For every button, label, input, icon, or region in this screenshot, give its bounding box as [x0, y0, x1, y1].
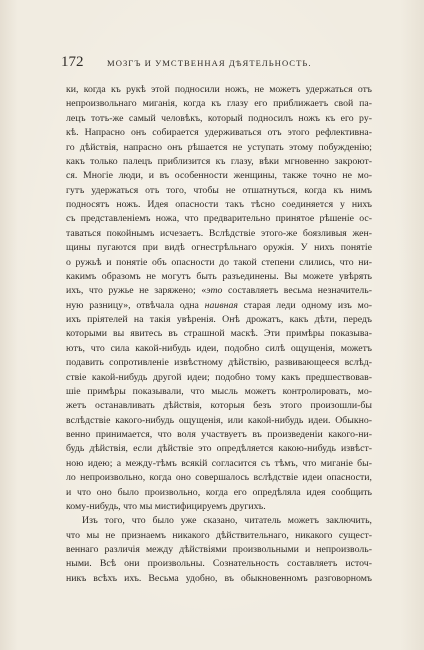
text-line: и что оно было произвольно, когда его опредѣляла идея сообщить	[66, 486, 372, 498]
text-line: какъ только палецъ приблизится къ глазу, вѣки мгновенно закроют-	[66, 155, 372, 167]
text-line: кѣ. Напрасно онъ собирается удерживаться отъ этого рефлективна-	[66, 127, 372, 139]
line-segment: составляетъ весьма незначитель-	[222, 285, 372, 297]
page-number: 172	[61, 54, 84, 70]
text-line: го дѣйствія, напрасно онъ рѣшается не уступать этому побужденію;	[66, 141, 372, 153]
text-line: ся. Многіе люди, и въ особенности женщины, также точно не мо-	[66, 170, 372, 182]
text-line: ными. Всѣ они произвольны. Сознательность составляетъ источ-	[66, 558, 372, 570]
text-line: подносятъ ножъ. Идея опасности такъ тѣсно соединяется у нихъ	[66, 199, 372, 210]
text-line: ствіе какой-нибудь другой идеи; подобно тому какъ предшествовав-	[66, 371, 372, 383]
emphasized-word: наивная	[204, 299, 238, 311]
paragraph	[66, 83, 372, 514]
text-line: шіе примѣры показывали, что мысль можетъ контролировать, мо-	[66, 385, 372, 397]
text-line: веннаго различія между дѣйствіями произвольными и непроизволь-	[66, 544, 372, 555]
line-segment: ную разницу», отвѣчала одна	[66, 299, 205, 311]
text-line: вслѣдствіе какого-нибудь ощущенія, или какой-нибудь идеи. Обыкно-	[66, 414, 372, 426]
text-line: Изъ того, что было уже сказано, читатель можетъ заключить,	[82, 515, 372, 527]
text-line: что мы не признаемъ никакого дѣйствительнаго, никакого сущест-	[66, 529, 372, 541]
text-line: подавить сопротивленіе извѣстному дѣйствію, развивающееся вслѣд-	[66, 357, 372, 369]
text-line: таваться покойнымъ исчезаетъ. Вслѣдствіе этого-же боязливыя жен-	[66, 227, 372, 239]
text-line: которыми вы явитесь въ страшной маскѣ. Эти примѣры показыва-	[66, 328, 372, 340]
text-line: никъ всѣхъ ихъ. Весьма удобно, въ обыкновенномъ разговорномъ	[66, 572, 372, 584]
paragraph	[66, 514, 372, 586]
text-line: съ представленіемъ ножа, что предварительно принятое рѣшеніе ос-	[66, 213, 372, 225]
running-title: МОЗГЪ И УМСТВЕННАЯ ДѢЯТЕЛЬНОСТЬ.	[107, 58, 312, 68]
body-text	[66, 83, 372, 586]
text-line: ихъ пріятелей на такія увѣренія. Онѣ дрожатъ, какъ дѣти, передъ	[66, 314, 372, 325]
text-line: ютъ, что сила какой-нибудь идеи, подобно силѣ ощущенія, можетъ	[66, 342, 372, 354]
text-line: гутъ удержаться отъ того, чтобы не отшатнуться, когда къ нимъ	[66, 184, 372, 196]
text-line: лецъ тотъ-же самый человѣкъ, который подносилъ ножъ къ его ру-	[66, 112, 372, 124]
text-line: какимъ образомъ не могутъ быть разъединены. Вы можете увѣрять	[66, 270, 372, 282]
text-line: ки, когда къ рукѣ этой подносили ножъ, не можетъ удержаться отъ	[66, 84, 372, 95]
text-line: будь дѣйствія, если дѣйствіе это опредѣляется какою-нибудь извѣст-	[66, 443, 372, 455]
text-line: о ружьѣ и понятіе объ опасности до такой степени слились, что ни-	[66, 256, 372, 268]
line-segment: старая леди одному изъ мо-	[237, 299, 372, 311]
line-segment: ихъ, что ружье не заряжено; «	[66, 285, 207, 297]
text-line: кому-нибудь, что мы мистифицируемъ другихъ.	[66, 500, 266, 512]
text-line: жетъ останавливать дѣйствія, которыя безъ этого произошли-бы	[66, 400, 372, 412]
text-line: непроизвольнаго миганія, когда къ глазу его приближаетъ свой па-	[66, 98, 372, 110]
text-line: ною идею; а между-тѣмъ всякій согласится съ тѣмъ, что миганіе бы-	[66, 457, 372, 469]
text-line: ло непроизвольно, когда оно совершалось вслѣдствіе идеи опасности,	[66, 472, 372, 484]
text-line	[66, 284, 372, 298]
text-line: щины пугаются при видѣ огнестрѣльнаго оружія. У нихъ понятіе	[66, 242, 372, 254]
emphasized-word: это	[206, 285, 223, 297]
text-line	[66, 299, 372, 313]
text-line: венно принимается, что воля участвуетъ въ произведеніи какого-ни-	[66, 429, 372, 440]
